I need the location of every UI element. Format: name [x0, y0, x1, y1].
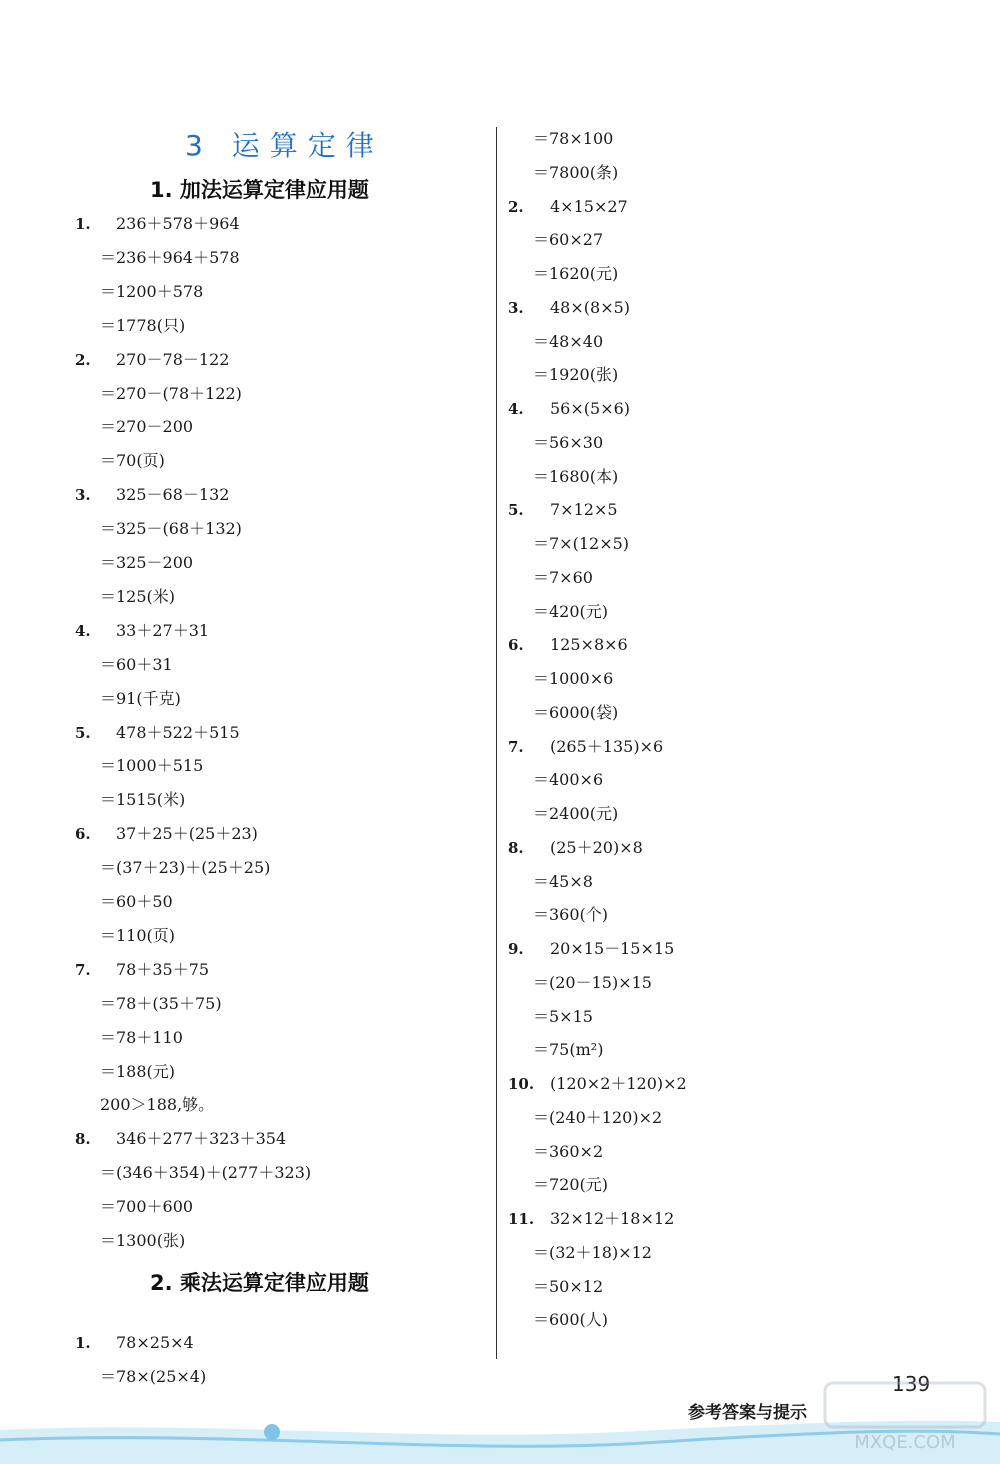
problem-number: 4. [75, 621, 91, 640]
answer-line: ＝5×15 [533, 1006, 593, 1026]
answer-line: ＝7800(条) [533, 162, 619, 182]
problem-number: 8. [75, 1130, 91, 1149]
answer-line: ＝(240＋120)×2 [533, 1107, 663, 1127]
problem-number: 5. [508, 501, 524, 520]
problem-number: 5. [75, 723, 91, 742]
section-title-multiplication: 2. 乘法运算定律应用题 [150, 1271, 369, 1295]
answer-line: ＝48×40 [533, 331, 604, 351]
answer-line: ＝700＋600 [100, 1197, 194, 1217]
page-number: 139 [892, 1372, 931, 1396]
answer-line: ＝360×2 [533, 1141, 604, 1161]
answer-line: ＝400×6 [533, 770, 604, 790]
answer-line: 325－68－132 [116, 485, 230, 505]
answer-line: 78×25×4 [116, 1333, 194, 1352]
answer-line: 48×(8×5) [550, 297, 631, 317]
answer-line: 7×12×5 [550, 500, 618, 520]
answer-line: ＝1000＋515 [100, 756, 204, 776]
answer-line: ＝270－200 [100, 417, 194, 437]
answer-line: ＝50×12 [533, 1276, 604, 1296]
problem-number: 8. [508, 838, 524, 857]
problem-number: 2. [508, 197, 524, 216]
answer-line: 32×12＋18×12 [550, 1209, 675, 1228]
answer-line: ＝(346＋354)＋(277＋323) [100, 1163, 312, 1183]
problem-number: 6. [508, 636, 524, 655]
footer-label: 参考答案与提示 [688, 1403, 807, 1423]
answer-line: ＝70(页) [100, 451, 165, 471]
answer-line: ＝56×30 [533, 432, 604, 452]
problem-number: 6. [75, 825, 91, 844]
answer-line: ＝236＋964＋578 [100, 247, 240, 267]
answer-line: ＝91(千克) [100, 688, 181, 708]
answer-line: ＝1515(米) [100, 790, 186, 810]
answer-line: ＝1200＋578 [100, 281, 204, 301]
answer-line: ＝60＋31 [100, 654, 173, 674]
answer-line: ＝110(页) [100, 925, 176, 945]
problem-number: 3. [508, 298, 524, 317]
column-divider [496, 127, 497, 1359]
answer-line: (25＋20)×8 [550, 837, 643, 857]
problem-number: 4. [508, 400, 524, 418]
answer-line: ＝2400(元) [533, 804, 619, 823]
answer-line: ＝78＋110 [100, 1027, 183, 1047]
problem-number: 7. [75, 960, 91, 979]
answer-line: ＝720(元) [533, 1175, 609, 1195]
problem-number: 3. [75, 486, 91, 505]
answer-line: ＝1920(张) [533, 365, 619, 385]
answer-line: ＝1000×6 [533, 669, 614, 688]
answer-line: ＝125(米) [100, 586, 176, 606]
answer-line: ＝325－(68＋132) [100, 519, 242, 539]
answer-line: (120×2＋120)×2 [550, 1074, 687, 1093]
answer-line: ＝188(元) [100, 1061, 176, 1081]
answer-line: ＝75(m²) [533, 1040, 604, 1060]
answer-line: ＝600(人) [533, 1310, 609, 1330]
answer-line: ＝60×27 [533, 230, 604, 250]
answer-line: ＝45×8 [533, 871, 593, 891]
answer-line: ＝78×100 [533, 129, 614, 148]
answer-line: ＝1680(本) [533, 466, 619, 486]
answer-line: 4×15×27 [550, 196, 628, 216]
watermark-text: MXQE.COM [854, 1432, 956, 1453]
problem-number: 9. [508, 940, 524, 958]
answer-line: ＝7×60 [533, 567, 593, 587]
answer-line: 56×(5×6) [550, 399, 631, 418]
answer-line: ＝270－(78＋122) [100, 383, 242, 403]
answer-line: 346＋277＋323＋354 [116, 1129, 287, 1149]
answer-line: ＝78×(25×4) [100, 1366, 207, 1386]
answer-line: (265＋135)×6 [550, 736, 664, 756]
problem-number: 1. [75, 1334, 91, 1352]
answer-line: 33＋27＋31 [116, 620, 210, 640]
answer-line: ＝1300(张) [100, 1231, 186, 1250]
problem-number: 10. [508, 1075, 535, 1093]
answer-line: ＝360(个) [533, 905, 609, 925]
answer-line: 236＋578＋964 [116, 214, 240, 233]
answer-line: ＝325－200 [100, 553, 194, 572]
problem-number: 7. [508, 737, 524, 756]
answer-line: ＝6000(袋) [533, 702, 619, 722]
answer-line: ＝78＋(35＋75) [100, 993, 222, 1013]
answer-line: ＝1620(元) [533, 264, 619, 283]
answer-line: ＝(20－15)×15 [533, 972, 652, 992]
answer-line: 478＋522＋515 [116, 722, 240, 742]
answer-line: ＝60＋50 [100, 892, 173, 911]
answer-line: ＝(37＋23)＋(25＋25) [100, 858, 271, 878]
answer-line: ＝420(元) [533, 601, 609, 621]
problem-number: 11. [508, 1210, 535, 1228]
answer-line: 78＋35＋75 [116, 959, 210, 979]
answer-line: 270－78－122 [116, 349, 230, 369]
answer-line: ＝(32＋18)×12 [533, 1242, 652, 1262]
answer-line: ＝1778(只) [100, 315, 186, 335]
chapter-title: 3 运算定律 [185, 129, 384, 162]
answer-line: 200＞188,够。 [100, 1095, 215, 1115]
answer-line: 125×8×6 [550, 635, 628, 655]
section-title-addition: 1. 加法运算定律应用题 [150, 178, 369, 202]
problem-number: 1. [75, 215, 91, 233]
problem-number: 2. [75, 350, 91, 369]
answer-line: 37＋25＋(25＋23) [116, 824, 258, 844]
watermark-logo [820, 1378, 990, 1458]
answer-line: ＝7×(12×5) [533, 534, 630, 553]
answer-line: 20×15－15×15 [550, 939, 675, 958]
